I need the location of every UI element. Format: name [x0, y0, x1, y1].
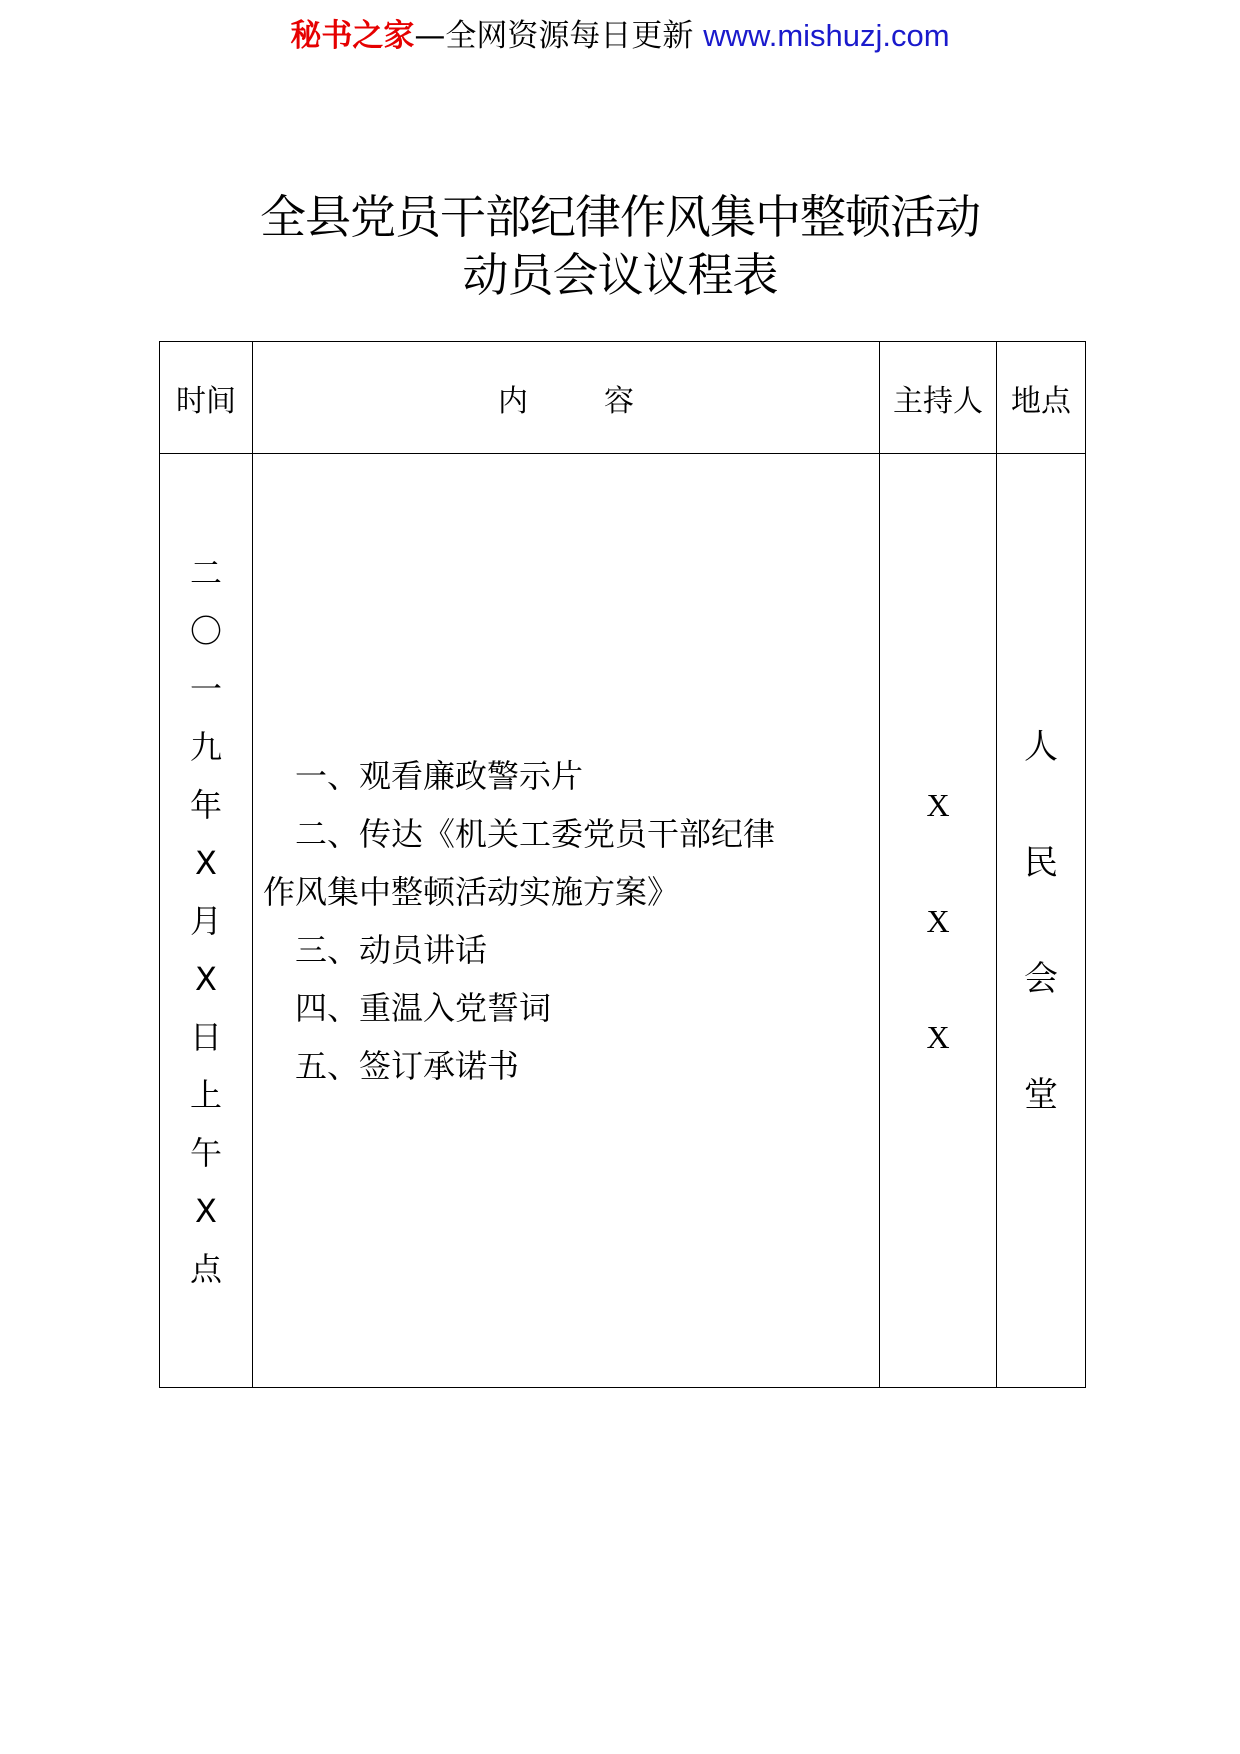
site-brand: 秘书之家 [290, 18, 415, 54]
header-host: 主持人 [880, 342, 997, 454]
host-char: X [926, 902, 950, 939]
site-url-link[interactable]: www.mishuzj.com [703, 18, 950, 53]
place-char: 会 [1024, 958, 1058, 999]
site-tagline: —全网资源每日更新 [414, 18, 694, 54]
place-char: 堂 [1024, 1074, 1058, 1115]
table-header-row [160, 342, 1086, 454]
place-cell [997, 454, 1086, 1388]
time-char: 〇 [189, 611, 222, 650]
host-char: X [926, 786, 950, 823]
time-char: 日 [189, 1017, 222, 1056]
time-char: X [195, 1191, 217, 1230]
site-header-banner [0, 14, 1240, 58]
time-char: 一 [189, 669, 222, 708]
header-content [253, 342, 880, 454]
header-content-char-1: 内 [498, 383, 528, 419]
header-time: 时间 [160, 342, 253, 454]
content-cell [253, 454, 880, 1388]
place-char: 民 [1024, 842, 1058, 883]
time-char: 二 [189, 553, 222, 592]
header-place: 地点 [997, 342, 1086, 454]
host-char: X [926, 1018, 950, 1055]
time-char: 月 [189, 901, 222, 940]
time-cell [160, 454, 253, 1388]
agenda-item: 三、动员讲话 [295, 930, 488, 969]
agenda-item: 五、签订承诺书 [295, 1046, 520, 1085]
time-char: 午 [189, 1133, 222, 1172]
title-line-2: 动员会议议程表 [462, 248, 778, 302]
time-char: X [195, 959, 217, 998]
agenda-item: 四、重温入党誓词 [295, 988, 552, 1027]
time-char: X [195, 843, 217, 882]
host-cell [880, 454, 997, 1388]
place-char: 人 [1024, 726, 1058, 767]
time-char: 上 [189, 1075, 222, 1114]
title-line-1: 全县党员干部纪律作风集中整顿活动 [260, 190, 980, 244]
agenda-item-continued: 作风集中整顿活动实施方案》 [263, 872, 680, 911]
table-body-row [160, 454, 1086, 1388]
agenda-table [159, 341, 1086, 1388]
time-char: 点 [189, 1249, 222, 1288]
time-char: 九 [189, 727, 222, 766]
agenda-item: 二、传达《机关工委党员干部纪律 [295, 814, 776, 853]
time-char: 年 [189, 785, 222, 824]
header-content-char-2: 容 [604, 383, 634, 419]
document-title [0, 188, 1240, 304]
agenda-item: 一、观看廉政警示片 [295, 756, 584, 795]
